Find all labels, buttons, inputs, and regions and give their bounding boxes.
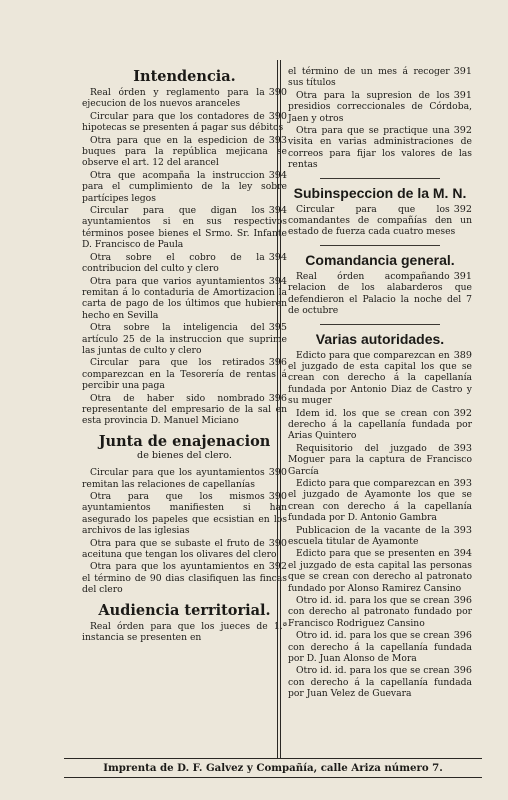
entry-text: Otra sobre la inteligencia del artículo 25 de la instruccion que suprime las juntas de culto y clero (82, 322, 287, 356)
page-number: 391 (453, 270, 472, 282)
index-entry (82, 170, 287, 204)
page-number: 396 (268, 357, 287, 369)
section-title: Audiencia territorial. (98, 601, 271, 619)
index-entry (82, 393, 287, 427)
entry-text: Edicto para que comparezcan en el juzgado de Ayamonte los que se crean con derecho á la capellanía fundada por D. Antonio Gambra (288, 477, 472, 524)
page-number: 392 (453, 125, 472, 137)
entry-text: Otra de haber sido nombrado representante del empresario de la sal en esta provincia D. Manuel Miciano (82, 392, 287, 427)
page-number: 396 (453, 630, 472, 642)
page-number: 390 (268, 467, 287, 479)
page-number: 394 (268, 275, 287, 287)
index-entry (288, 204, 472, 238)
section-title: Comandancia general. (305, 251, 455, 268)
page-number: 393 (453, 442, 472, 454)
index-entry (82, 205, 287, 251)
entry-text: Circular para que los retirados comparezcan en la Tesorería de rentas á percibir una paga (82, 357, 287, 392)
index-entry (288, 548, 472, 594)
index-entry (82, 135, 287, 169)
entry-text: Otro id. id. para los que se crean con derecho al patronato fundado por Francisco Rodriguez Cansino (288, 595, 472, 629)
page-number: 392 (268, 561, 287, 573)
page-number: 395 (268, 322, 287, 334)
index-entry (82, 467, 287, 490)
section-title: Varias autoridades. (315, 330, 445, 347)
entry-text: Edicto para que comparezcan en el juzgado de esta capital los que se crean con derecho á la capellanía fundada por Antonio Diaz de Castro y su muger (288, 349, 472, 407)
index-entry (288, 630, 472, 664)
entry-text: Otra que acompaña la instruccion para el cumplimiento de la ley sobre partícipes legos (82, 169, 287, 204)
page-number: 392 (453, 407, 472, 419)
index-entry (288, 595, 472, 629)
index-entry (288, 478, 472, 524)
index-entry (82, 491, 287, 537)
index-entry (82, 322, 287, 356)
index-entry (288, 90, 472, 124)
section-subtitle: de bienes del clero. (137, 449, 232, 461)
entry-text: Otra para que los ayuntamientos en el término de 90 dias clasifiquen las fincas del clero (82, 561, 287, 596)
page-number: 392 (453, 203, 472, 215)
index-entry (288, 408, 472, 442)
page-number: 390 (268, 491, 287, 502)
entry-text: Otro id. id. para los que se crean con derecho á la capellanía fundada por Juan Velez de Guevara (288, 665, 472, 700)
index-entry (82, 621, 287, 644)
section-divider (320, 178, 440, 179)
index-entry (82, 111, 287, 134)
entry-text: Otra para que se subaste el fruto de aceituna que tengan los olivares del clero (82, 537, 277, 561)
entry-text: Circular para que los contadores de hipotecas se presenten á pagar sus débitos (82, 110, 284, 134)
index-entry (82, 538, 287, 561)
right-column (288, 66, 472, 701)
section-divider (320, 245, 440, 246)
index-entry (288, 525, 472, 548)
index-entry (82, 357, 287, 391)
entry-text: Publicacion de la vacante de la escuela titular de Ayamonte (288, 524, 450, 547)
page-number: 396 (453, 595, 472, 607)
column-rule (277, 60, 278, 758)
index-entry (82, 252, 287, 275)
entry-text: Circular para que los comandantes de compañías den un estado de fuerza cada cuatro meses (288, 203, 472, 238)
index-entry (82, 561, 287, 595)
left-column (82, 62, 287, 644)
entry-text: Requisitorio del juzgado de Moguer para la captura de Francisco García (288, 442, 472, 477)
section-title: Junta de enajenacion (98, 432, 271, 450)
entry-text: Otra para la supresion de los presidios correccionales de Córdoba, Jaen y otros (288, 89, 472, 124)
page-number: 393 (453, 524, 472, 536)
entry-text: Otra sobre el cobro de la contribucion del culto y clero (82, 251, 265, 275)
page-number: 393 (268, 134, 287, 146)
section-title: Subinspeccion de la M. N. (293, 184, 467, 201)
index-entry (288, 66, 472, 89)
index-entry (288, 125, 472, 171)
page-number: 393 (453, 477, 472, 489)
page-number: 394 (268, 205, 287, 217)
entry-text: Real órden para que los jueces de 1.ª instancia se presenten en (82, 620, 287, 644)
imprint-footer: Imprenta de D. F. Galvez y Compañía, calle Ariza número 7. (64, 758, 482, 778)
entry-text: Otra para que los mismos ayuntamientos manifiesten si han asegurado los papeles que ecsistian en los archivos de las iglesias (82, 491, 287, 537)
page-number: 394 (453, 548, 472, 560)
entry-text: Circular para que los ayuntamientos remitan las relaciones de capellanías (82, 467, 265, 490)
page-number: 394 (268, 169, 287, 181)
index-entry (82, 87, 287, 110)
page-number: 396 (268, 392, 287, 404)
section-title: Intendencia. (133, 68, 236, 85)
entry-text: Edicto para que se presenten en el juzgado de esta capital las personas que se crean con derecho al patronato fundado por Alonso Ramirez Cansino (288, 548, 472, 594)
index-entry (288, 271, 472, 317)
page-number: 391 (453, 89, 472, 101)
entry-text: el término de un mes á recoger sus títulos (288, 66, 450, 89)
page-number: 390 (268, 537, 287, 549)
entry-text: Circular para que digan los ayuntamientos si en sus respectivos términos posee bienes el Srmo. Sr. Infante D. Francisco de Paula (82, 205, 287, 251)
page-number: 394 (268, 251, 287, 263)
entry-text: Otra para que se practique una visita en varias administraciones de correos para fijar los valores de las rentas (288, 125, 472, 171)
page-number: 391 (453, 66, 472, 77)
entry-text: Idem id. los que se crean con derecho á la capellanía fundada por Arias Quintero (288, 407, 472, 442)
page-number: 396 (453, 665, 472, 677)
page-number: 390 (268, 87, 287, 98)
index-entry (288, 350, 472, 407)
index-entry (288, 665, 472, 699)
entry-text: Real órden acompañando relacion de los alabarderos que defendieron el Palacio la noche del 7 de octubre (288, 270, 472, 317)
index-entry (288, 443, 472, 477)
entry-text: Real órden y reglamento para la ejecucion de los nuevos aranceles (82, 87, 265, 110)
entry-text: Otra para que en la espedicion de buques para la república mejicana se observe el art. 12 del arancel (82, 134, 287, 169)
page-number: 390 (268, 110, 287, 122)
column-rule-thin (280, 60, 281, 758)
index-entry (82, 276, 287, 322)
section-divider (320, 324, 440, 325)
entry-text: Otra para que varios ayuntamientos remitan á lo contaduria de Amortizacion la carta de pago de los últimos que hubieren hecho en Sevilla (82, 275, 287, 321)
entry-text: Otro id. id. para los que se crean con derecho á la capellanía fundada por D. Juan Alonso de Mora (288, 630, 472, 665)
page-number: 389 (453, 349, 472, 361)
